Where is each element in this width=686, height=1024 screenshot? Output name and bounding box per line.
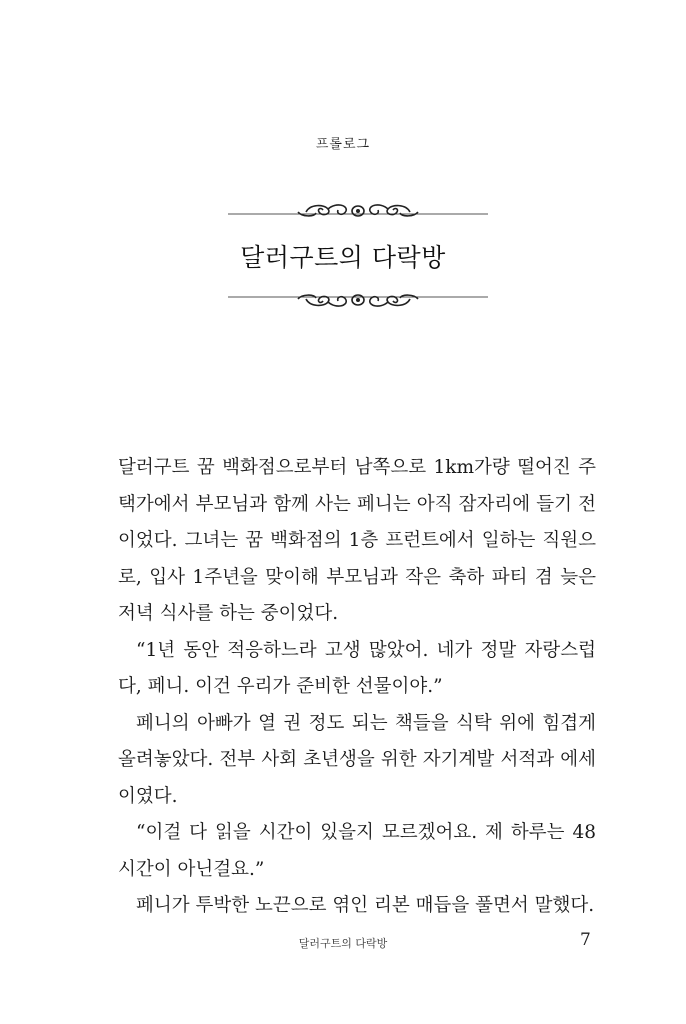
paragraph: 페니가 투박한 노끈으로 엮인 리본 매듭을 풀면서 말했다.: [136, 895, 595, 916]
running-title: 달러구트의 다락방: [298, 937, 388, 950]
paragraph: 페니의 아빠가 열 권 정도 되는 책들을 식탁 위에 힘겹게 올려놓았다. 전부 사회 초년생을 위한 자기계발 서적과 에세이였다.: [118, 712, 596, 807]
ornament-divider-bottom-icon: [228, 286, 488, 312]
paragraph: “1년 동안 적응하느라 고생 많았어. 네가 정말 자랑스럽다, 페니. 이건 우리가 준비한 선물이야.”: [118, 639, 596, 697]
paragraph: 달러구트 꿈 백화점으로부터 남쪽으로 1km가량 떨어진 주택가에서 부모님과 함께 사는 페니는 아직 잠자리에 들기 전이었다. 그녀는 꿈 백화점의 1층 프런트에서 일하는 직원으로, 입사 1주년을 맞이해 부모님과 작은 축하 파티 겸 늦은 저녁 식사를 하는 중이었다.: [118, 457, 596, 624]
section-label: 프롤로그: [315, 137, 371, 152]
page-number: 7: [580, 930, 591, 950]
paragraph: “이걸 다 읽을 시간이 있을지 모르겠어요. 제 하루는 48시간이 아닌걸요.”: [118, 822, 596, 880]
ornament-divider-top-icon: [228, 199, 488, 225]
body-text: [118, 450, 596, 925]
chapter-title: 달러구트의 다락방: [240, 243, 446, 272]
